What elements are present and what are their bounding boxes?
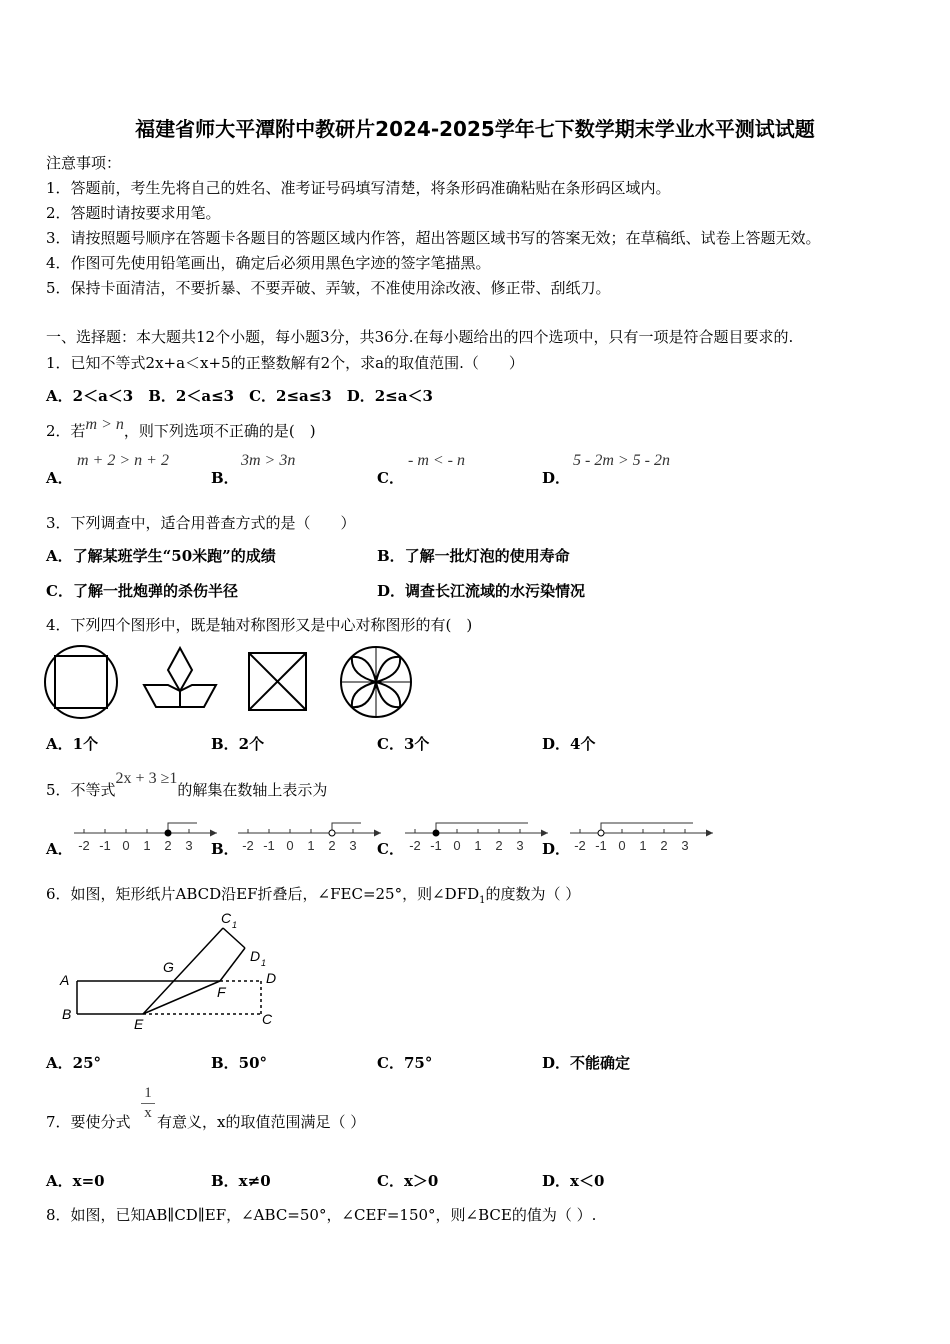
- number-line-tick-label: 3: [349, 838, 357, 853]
- q5-stem-prefix: 5．不等式: [46, 781, 116, 799]
- q5-number-line-b: [238, 823, 381, 853]
- number-line-closed-point: [165, 830, 171, 836]
- q5-option-a-label: A．: [46, 840, 73, 858]
- q6-label-c1-sub: 1: [232, 920, 238, 930]
- q6-label-d1-sub: 1: [261, 958, 267, 968]
- number-line-arrow: [210, 830, 217, 837]
- q2-stem-prefix: 2．若: [46, 422, 86, 440]
- number-line-tick-label: 2: [164, 838, 172, 853]
- number-line-ray: [436, 823, 528, 833]
- q2-option-b-math: 3m > 3n: [241, 452, 296, 469]
- number-line-tick-label: 1: [639, 838, 647, 853]
- q2-stem-suffix: ，则下列选项不正确的是( ): [123, 422, 316, 440]
- section-heading: 一、选择题：本大题共12个小题，每小题3分，共36分.在每小题给出的四个选项中，只有一项是符合题目要求的.: [46, 328, 794, 346]
- q4-figure-square-diagonals: [249, 653, 306, 710]
- q4-option-a: A．1个: [46, 735, 99, 753]
- number-line-ray: [601, 823, 693, 833]
- q6-label-c: C: [262, 1011, 273, 1027]
- q6-label-b: B: [62, 1006, 72, 1022]
- question-8-stem: 8．如图，已知AB∥CD∥EF，∠ABC=50°，∠CEF=150°，则∠BCE的值为（ ）.: [46, 1206, 597, 1224]
- q3-option-d: D．调查长江流域的水污染情况: [377, 582, 586, 600]
- q6-option-b: B．50°: [211, 1054, 268, 1072]
- question-6-stem: [46, 883, 580, 906]
- question-1-stem: 1．已知不等式2x+a＜x+5的正整数解有2个，求a的取值范围.（ ）: [46, 354, 524, 372]
- q4-figures: [40, 643, 430, 723]
- q5-stem-math: 2x + 3 ≥1: [115, 770, 178, 787]
- q2-option-a-label: A．: [46, 469, 73, 487]
- number-line-ray: [168, 823, 197, 833]
- q2-option-b-label: B．: [211, 469, 239, 487]
- number-line-tick-label: -2: [574, 838, 586, 853]
- notice-heading: 注意事项：: [46, 154, 122, 172]
- question-7-stem-prefix: 7．要使分式: [46, 1113, 131, 1131]
- question-5-stem: [46, 770, 328, 800]
- q5-option-c-label: C．: [377, 840, 404, 858]
- number-line-tick-label: 3: [185, 838, 193, 853]
- q2-option-d-math: 5 - 2m > 5 - 2n: [573, 452, 671, 469]
- number-line-arrow: [541, 830, 548, 837]
- q7-fraction-numerator: 1: [141, 1083, 155, 1104]
- number-line-tick-label: 1: [307, 838, 315, 853]
- q5-number-lines: [0, 815, 720, 860]
- number-line-tick-label: 3: [516, 838, 524, 853]
- q7-option-a: A．x=0: [46, 1172, 105, 1190]
- number-line-tick-label: -1: [430, 838, 442, 853]
- q2-option-c-math: - m < - n: [408, 452, 466, 469]
- q5-option-b-label: B．: [211, 840, 239, 858]
- q5-stem-suffix: 的解集在数轴上表示为: [177, 781, 328, 799]
- number-line-tick-label: -2: [242, 838, 254, 853]
- q4-option-b: B．2个: [211, 735, 265, 753]
- q2-option-d-label: D．: [542, 469, 571, 487]
- number-line-tick-label: 2: [495, 838, 503, 853]
- q5-number-line-a: [74, 823, 217, 853]
- number-line-arrow: [706, 830, 713, 837]
- number-line-tick-label: 2: [328, 838, 336, 853]
- number-line-tick-label: 2: [660, 838, 668, 853]
- number-line-tick-label: 1: [143, 838, 151, 853]
- number-line-tick-label: 3: [681, 838, 689, 853]
- question-2-stem: [46, 416, 316, 441]
- q6-label-d: D: [266, 970, 277, 986]
- number-line-tick-label: -2: [409, 838, 421, 853]
- number-line-tick-label: 0: [618, 838, 626, 853]
- number-line-tick-label: 1: [474, 838, 482, 853]
- q6-stem: 6．如图，矩形纸片ABCD沿EF折叠后，∠FEC=25°，则∠DFD: [46, 885, 480, 903]
- number-line-tick-label: -1: [99, 838, 111, 853]
- question-7-stem-suffix: 有意义，x的取值范围满足（ ）: [157, 1113, 366, 1131]
- q2-option-c-label: C．: [377, 469, 404, 487]
- q6-label-e: E: [134, 1016, 144, 1032]
- q6-label-f: F: [217, 984, 226, 1000]
- q6-stem-suffix: 的度数为（ ）: [485, 885, 581, 903]
- number-line-open-point: [598, 830, 604, 836]
- number-line-tick-label: 0: [286, 838, 294, 853]
- q6-option-a: A．25°: [46, 1054, 102, 1072]
- question-4-stem: 4．下列四个图形中，既是轴对称图形又是中心对称图形的有( ): [46, 616, 473, 634]
- q6-option-c: C．75°: [377, 1054, 433, 1072]
- number-line-tick-label: -2: [78, 838, 90, 853]
- number-line-arrow: [374, 830, 381, 837]
- question-3-stem: 3．下列调查中，适合用普查方式的是（ ）: [46, 514, 356, 532]
- number-line-ray: [332, 823, 361, 833]
- q5-number-line-d: [570, 823, 713, 853]
- q2-stem-math: m > n: [85, 416, 124, 433]
- q4-option-c: C．3个: [377, 735, 430, 753]
- q6-figure: [50, 908, 290, 1038]
- q6-label-g: G: [163, 959, 174, 975]
- q5-option-d-label: D．: [542, 840, 571, 858]
- q6-label-c1: C: [221, 910, 232, 926]
- question-1-options: A．2＜a＜3 B．2＜a≤3 C．2≤a≤3 D．2≤a＜3: [46, 387, 433, 405]
- notice-item: 5．保持卡面清洁，不要折暴、不要弄破、弄皱，不准使用涂改液、修正带、刮纸刀。: [46, 279, 611, 297]
- q6-label-a: A: [60, 972, 70, 988]
- page-title: 福建省师大平潭附中教研片2024-2025学年七下数学期末学业水平测试试题: [135, 117, 815, 141]
- q7-fraction: [141, 1083, 155, 1122]
- number-line-closed-point: [433, 830, 439, 836]
- q3-option-c: C．了解一批炮弹的杀伤半径: [46, 582, 238, 600]
- q7-option-b: B．x≠0: [211, 1172, 271, 1190]
- notice-item: 3．请按照题号顺序在答题卡各题目的答题区域内作答，超出答题区域书写的答案无效；在草稿纸、试卷上答题无效。: [46, 229, 821, 247]
- notice-item: 2．答题时请按要求用笔。: [46, 204, 221, 222]
- q4-figure-three-rhombi: [144, 648, 216, 707]
- q5-number-line-c: [405, 823, 548, 853]
- q3-option-a: A．了解某班学生“50米跑”的成绩: [46, 547, 276, 565]
- notice-item: 1．答题前，考生先将自己的姓名、准考证号码填写清楚，将条形码准确粘贴在条形码区域内。: [46, 179, 671, 197]
- number-line-open-point: [329, 830, 335, 836]
- q4-option-d: D．4个: [542, 735, 596, 753]
- q7-option-c: C．x＞0: [377, 1172, 439, 1190]
- number-line-tick-label: 0: [453, 838, 461, 853]
- q2-option-a-math: m + 2 > n + 2: [77, 452, 169, 469]
- number-line-tick-label: 0: [122, 838, 130, 853]
- q7-option-d: D．x＜0: [542, 1172, 605, 1190]
- q7-fraction-denominator: x: [144, 1105, 152, 1121]
- q4-figure-circle-petals: [341, 647, 411, 717]
- notice-item: 4．作图可先使用铅笔画出，确定后必须用黑色字迹的签字笔描黑。: [46, 254, 491, 272]
- q3-option-b: B．了解一批灯泡的使用寿命: [377, 547, 570, 565]
- number-line-tick-label: -1: [263, 838, 275, 853]
- number-line-tick-label: -1: [595, 838, 607, 853]
- q6-option-d: D．不能确定: [542, 1054, 631, 1072]
- q6-label-d1: D: [250, 948, 261, 964]
- q6-stem-sub: 1: [479, 895, 486, 906]
